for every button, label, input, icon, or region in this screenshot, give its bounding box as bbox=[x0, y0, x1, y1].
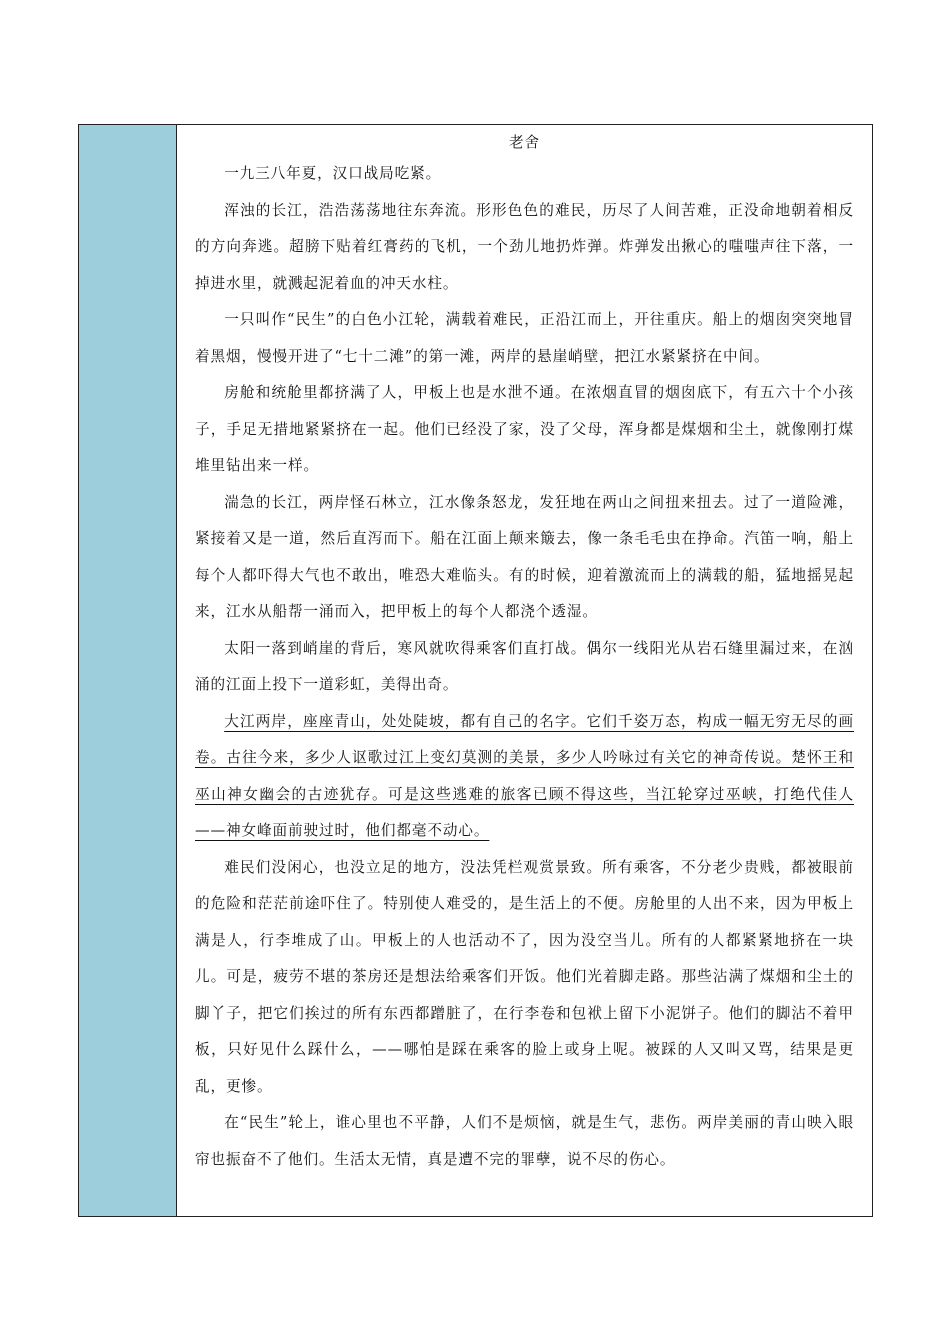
content-column bbox=[177, 125, 872, 1216]
paragraph-5: 湍急的长江，两岸怪石林立，江水像条怒龙，发狂地在两山之间扭来扭去。过了一道险滩，紧接着又是一道，然后直泻而下。船在江面上颠来簸去，像一条毛毛虫在挣命。汽笛一响，船上每个人都吓得大气也不敢出，唯恐大难临头。有的时候，迎着激流而上的满载的船，猛地摇晃起来，江水从船帮一涌而入，把甲板上的每个人都浇个透湿。 bbox=[195, 493, 854, 620]
author-name: 老舍 bbox=[509, 134, 540, 151]
paragraph-3: 一只叫作“民生”的白色小江轮，满载着难民，正沿江而上，开往重庆。船上的烟囱突突地冒着黑烟，慢慢开进了“七十二滩”的第一滩，两岸的悬崖峭壁，把江水紧紧挤在中间。 bbox=[195, 311, 854, 365]
paragraph-9: 在“民生”轮上，谁心里也不平静，人们不是烦恼，就是生气，悲伤。两岸美丽的青山映入眼帘也振奋不了他们。生活太无情，真是遭不完的罪孽，说不尽的伤心。 bbox=[195, 1114, 854, 1168]
paragraph-6: 太阳一落到峭崖的背后，寒风就吹得乘客们直打战。偶尔一线阳光从岩石缝里漏过来，在汹涌的江面上投下一道彩虹，美得出奇。 bbox=[195, 639, 854, 693]
paragraph-4: 房舱和统舱里都挤满了人，甲板上也是水泄不通。在浓烟直冒的烟囱底下，有五六十个小孩子，手足无措地紧紧挤在一起。他们已经没了家，没了父母，浑身都是煤烟和尘土，就像刚打煤堆里钻出来一样。 bbox=[195, 384, 854, 474]
side-color-column bbox=[79, 125, 177, 1216]
paragraph-7-underlined: 大江两岸，座座青山，处处陡坡，都有自己的名字。它们千姿万态，构成一幅无穷无尽的画卷。古往今来，多少人讴歌过江上变幻莫测的美景，多少人吟咏过有关它的神奇传说。楚怀王和巫山神女幽会的古迹犹存。可是这些逃难的旅客已顾不得这些，当江轮穿过巫峡，打绝代佳人——神女峰面前驶过时，他们都毫不动心。 bbox=[195, 712, 854, 839]
paragraph-2: 浑浊的长江，浩浩荡荡地往东奔流。形形色色的难民，历尽了人间苦难，正没命地朝着相反的方向奔逃。超膀下贴着红膏药的飞机，一个劲儿地扔炸弹。炸弹发出揪心的嗤嗤声往下落，一掉进水里，就溅起泥着血的冲天水柱。 bbox=[195, 201, 854, 292]
paragraph-1: 一九三八年夏，汉口战局吃紧。 bbox=[224, 165, 442, 182]
paragraph-8: 难民们没闲心，也没立足的地方，没法凭栏观赏景致。所有乘客，不分老少贵贱，都被眼前的危险和茫茫前途吓住了。特别使人难受的，是生活上的不便。房舱里的人出不来，因为甲板上满是人，行李堆成了山。甲板上的人也活动不了，因为没空当儿。所有的人都紧紧地挤在一块儿。可是，疲劳不堪的茶房还是想法给乘客们开饭。他们光着脚走路。那些沾满了煤烟和尘土的脚丫子，把它们挨过的所有东西都蹭脏了，在行李卷和包袱上留下小泥饼子。他们的脚沾不着甲板，只好见什么踩什么，——哪怕是踩在乘客的脸上或身上呢。被踩的人又叫又骂，结果是更乱，更惨。 bbox=[195, 858, 854, 1095]
document-table bbox=[78, 124, 873, 1217]
